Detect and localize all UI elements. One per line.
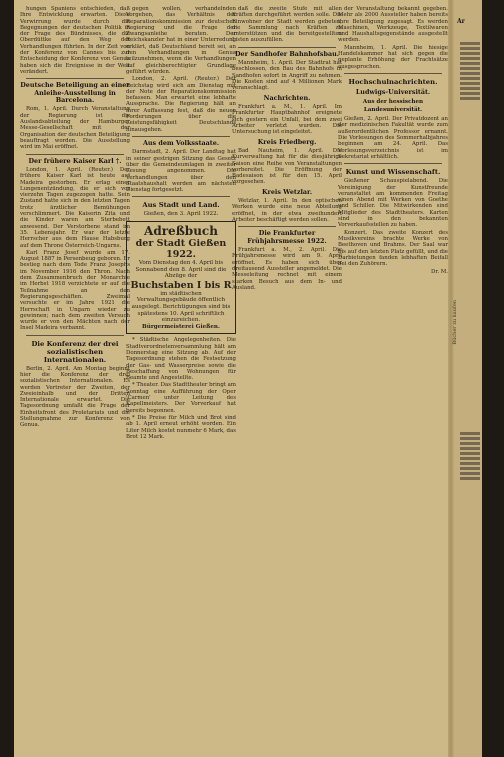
text-line — [460, 42, 480, 45]
article-headline: Die Konferenz der drei sozialistischen Internationalen. — [31, 339, 119, 364]
article-paragraph: * Theater. Das Stadttheater bringt am Sonntag eine Aufführung der Oper 'Carmen' unter Leitung des Kapellmeisters. Der Vorverkauf hat bereits begonnen. — [126, 382, 236, 414]
article-headline: Der Sandhofer Bahnhofsbau. — [235, 49, 339, 58]
text-line — [460, 467, 480, 470]
article-paragraph: Karl Franz Josef wurde am 17. August 1887 in Persenbeug geboren. Er bestieg nach dem Tode Franz Josephs im November 1916 den Thron. Nach dem Zusammenbruch der Monarchie im Herbst 1918 verzichtete er auf die Teilnahme an den Regierungsgeschäften. Zweimal versuchte er im Jahre 1921 die Herrschaft in Ungarn wieder zu gewinnen; nach dem zweiten Versuch wurde er von den Mächten nach der Insel Madeira verbannt. — [20, 249, 130, 332]
facing-page-headline: Ar — [457, 18, 465, 25]
text-line — [460, 477, 480, 480]
divider — [132, 196, 230, 197]
article-paragraph: Mannheim, 1. April. Der Stadtrat hat beschlossen, den Bau des Bahnhofs in Sandhofen sofort in Angriff zu nehmen. Die Kosten sind auf 4 Millionen Mark veranschlagt. — [232, 60, 342, 92]
article-paragraph: Gießener Schauspielabend. Die Vereinigung der Kunstfreunde veranstaltet am kommenden Freitag einen Abend mit Werken von Goethe und Schiller. Die Mitwirkenden sind Mitglieder des Stadttheaters. Karten sind in den bekannten Vorverkaufsstellen zu haben. — [338, 178, 448, 229]
text-line — [460, 452, 480, 455]
text-line — [460, 447, 480, 450]
article-headline: Die Frankfurter Frühjahrsmesse 1922. — [247, 229, 327, 245]
facing-page-edge — [454, 0, 482, 757]
notice-text: Vom Dienstag den 4. April bis Sonnabend den 8. April sind die Abzüge der — [135, 260, 227, 280]
text-line — [460, 47, 480, 50]
column-1 — [20, 6, 130, 430]
section-headline: Kunst und Wissenschaft. — [345, 168, 441, 177]
text-line — [460, 57, 480, 60]
column-3 — [232, 6, 342, 292]
divider — [26, 78, 124, 79]
newspaper-page — [14, 0, 482, 757]
text-line — [460, 72, 480, 75]
article-paragraph: Frankfurt a. M., 1. April. Im Frankfurter Hauptbahnhof ereignete sich gestern ein Unfall, bei dem zwei Arbeiter verletzt wurden. Die Untersuchung ist eingeleitet. — [232, 104, 342, 136]
notice-box — [126, 221, 236, 334]
divider — [132, 136, 230, 137]
author-signature: Dr. M. — [431, 269, 448, 276]
text-line — [460, 82, 480, 85]
article-headline: Der frühere Kaiser Karl †. — [28, 156, 122, 165]
article-headline: Nachrichten. — [263, 93, 311, 102]
article-paragraph: Mannheim, 1. April. Die hiesige Handelskammer hat sich gegen die geplante Erhöhung der Frachtsätze ausgesprochen. — [338, 44, 448, 70]
article-paragraph: Darmstadt, 2. April. Der Landtag hat in seiner gestrigen Sitzung das Gesetz über die Gemeindeumlagen in zweiter Lesung angenommen. Die Verhandlungen über den Staatshaushalt werden am nächsten Dienstag fortgesetzt. — [126, 149, 236, 194]
divider — [26, 154, 124, 155]
divider — [344, 73, 442, 74]
notice-title: Adreßbuch — [144, 224, 218, 239]
column-2 — [126, 6, 236, 441]
article-headline: Kreis Friedberg. — [257, 137, 317, 146]
section-headline: Hochschulnachrichten. — [348, 77, 438, 86]
article-paragraph: Rom, 1. April. Durch Veranstaltung der Regierung ist die Auslandsabteilung der Hamburger Messe-Gesellschaft mit der Organisation der deutschen Beteiligung beauftragt worden. Die Ausstellung wird im Mai eröffnet. — [20, 106, 130, 151]
facing-page-text-lines — [460, 430, 480, 482]
article-headline: Deutsche Beteiligung an einer Anleihe-Ausstellung in Barcelona. — [20, 81, 130, 105]
column-4 — [338, 6, 448, 276]
article-headline: Aus dem Volksstaate. — [142, 138, 220, 147]
section-headline: Aus Stadt und Land. — [142, 201, 220, 210]
article-paragraph: London, 1. April. (Reuter.) Der frühere Kaiser Karl ist heute auf Madeira gestorben. Er erlag einer Lungenentzündung, die er sich vor vierzehn Tagen zugezogen hatte. Sein Zustand hatte sich in den letzten Tagen trotz ärztlicher Bemühungen verschlimmert. Die Kaiserin Zita und die Kinder waren am Sterbebett anwesend. Der Verstorbene stand im 35. Lebensjahr. Er war der letzte Herrscher aus dem Hause Habsburg auf dem Throne Österreich-Ungarns. — [20, 166, 130, 249]
facing-page-vertical-text: Bücher zu kaufen — [452, 300, 458, 345]
article-paragraph: Konzert. Das zweite Konzert des Musikvereins brachte Werke von Beethoven und Brahms. Der Saal war bis auf den letzten Platz gefüllt, und die Darbietungen fanden lebhaften Beifall bei den Zuhörern. — [338, 229, 448, 268]
article-paragraph: * Die Preise für Milch und Brot sind ab 1. April erneut erhöht worden. Ein Liter Milch kostet nunmehr 6 Mark, das Brot 12 Mark. — [126, 414, 236, 440]
text-line — [460, 437, 480, 440]
divider — [238, 47, 336, 48]
text-line — [460, 92, 480, 95]
article-subheadline: Aus der hessischen Landesuniversität. — [362, 99, 424, 113]
divider — [344, 163, 442, 164]
article-paragraph: hungen Spaniens entschieden, daß Ihre Entwicklung erwarten. Diese Verwirrung wurde durch die Begegnungen der deutschen Politik in der Frage des Bündnisses, die die Oberdüttke auf den Weg der Verhandlungen führten. In der Zeit von der Konferenz von Cannes bis zur Entscheidung der Konferenz von Genua haben sich die Ereignisse in der Welt verändert. — [20, 6, 130, 75]
facing-page-text-lines — [460, 40, 480, 102]
article-paragraph: gegen wollen, verhandelnden Vorgehen, das Verhältnis der Reparationskommission zur deutschen Regierung und die Frage der Zwangsanleihe beraten. Der Reichskanzler hat in einer Unterredung erklärt, daß Deutschland bereit sei, an den Verhandlungen in Genua teilzunehmen, wenn die Verhandlungen auf gleichberechtigter Grundlage geführt würden. — [126, 6, 236, 75]
dateline: Gießen, den 3. April 1922. — [143, 211, 219, 218]
article-paragraph: daß die zweite Stufe mit allen Kräften durchgeführt werden solle. Die Einwohner der Stadt werden gebeten, die Sammlung nach Kräften zu unterstützen und die bereitgestellten Listen auszufüllen. — [232, 6, 342, 44]
notice-emphasis: Buchstaben I bis R — [130, 279, 232, 291]
article-paragraph: Wetzlar, 1. April. In den optischen Werken wurde eine neue Abteilung eröffnet, in der etwa zweihundert Arbeiter beschäftigt werden sollen. — [232, 198, 342, 224]
notice-text: im städtischen Verwaltungsgebäude öffentlich ausgelegt. Berichtigungen sind bis spätestens 10. April schriftlich einzureichen. — [131, 290, 231, 324]
article-paragraph: * Städtische Angelegenheiten. Die Stadtverordnetenversammlung hält am Donnerstag eine Sitzung ab. Auf der Tagesordnung stehen die Festsetzung der Gas- und Wasserpreise sowie die Beschaffung von Wohnungen für Beamte und Angestellte. — [126, 337, 236, 382]
divider — [26, 335, 124, 336]
article-paragraph: Frankfurt a. M., 2. April. Die Frühjahrsmesse wird am 9. April eröffnet. Es haben sich über dreitausend Aussteller angemeldet. Die Messeleitung rechnet mit einem starken Besuch aus dem In- und Ausland. — [232, 247, 342, 291]
text-line — [460, 52, 480, 55]
text-line — [460, 87, 480, 90]
text-line — [460, 62, 480, 65]
text-line — [460, 97, 480, 100]
divider — [238, 226, 336, 227]
article-paragraph: der Veranstaltung bekannt gegeben. Mehr als 2000 Aussteller haben bereits ihre Beteiligung zugesagt. Es werden Maschinen, Werkzeuge, Textilwaren und Haushaltsgegenstände ausgestellt werden. — [338, 6, 448, 44]
text-line — [460, 432, 480, 435]
article-paragraph: Berlin, 2. April. Am Montag beginnt hier die Konferenz der drei sozialistischen Internationalen. Es werden Vertreter der Zweiten, der Zweieinhalb und der Dritten Internationale erwartet. Die Tagesordnung umfaßt die Frage der Einheitsfront des Proletariats und die Stellungnahme zur Konferenz von Genua. — [20, 365, 130, 429]
text-line — [460, 457, 480, 460]
article-paragraph: London, 2. April. (Reuter.) Der Reichstag wird sich am Dienstag mit der Note der Reparationskommission befassen. Man erwartet eine lebhafte Aussprache. Die Regierung hält an ihrer Auffassung fest, daß die neuen Forderungen über die Leistungsfähigkeit Deutschlands hinausgehen. — [126, 76, 236, 133]
article-paragraph: Bad Nauheim, 1. April. Die Kurverwaltung hat für die diesjährige Saison eine Reihe von Veranstaltungen vorbereitet. Die Eröffnung der Badesaison ist für den 15. April vorgesehen. — [232, 147, 342, 186]
text-line — [460, 442, 480, 445]
text-line — [460, 472, 480, 475]
notice-signature: Bürgermeisterei Gießen. — [142, 323, 220, 330]
text-line — [460, 77, 480, 80]
article-paragraph: Gießen, 2. April. Der Privatdozent an der medizinischen Fakultät wurde zum außerordentlichen Professor ernannt. Die Vorlesungen des Sommerhalbjahres beginnen am 24. April. Das Vorlesungsverzeichnis ist im Sekretariat erhältlich. — [338, 116, 448, 160]
article-headline: Kreis Wetzlar. — [261, 187, 313, 196]
notice-subtitle: der Stadt Gießen 1922. — [135, 238, 227, 261]
text-line — [460, 462, 480, 465]
text-line — [460, 67, 480, 70]
article-subheadline: Ludwigs-Universität. — [355, 87, 431, 96]
